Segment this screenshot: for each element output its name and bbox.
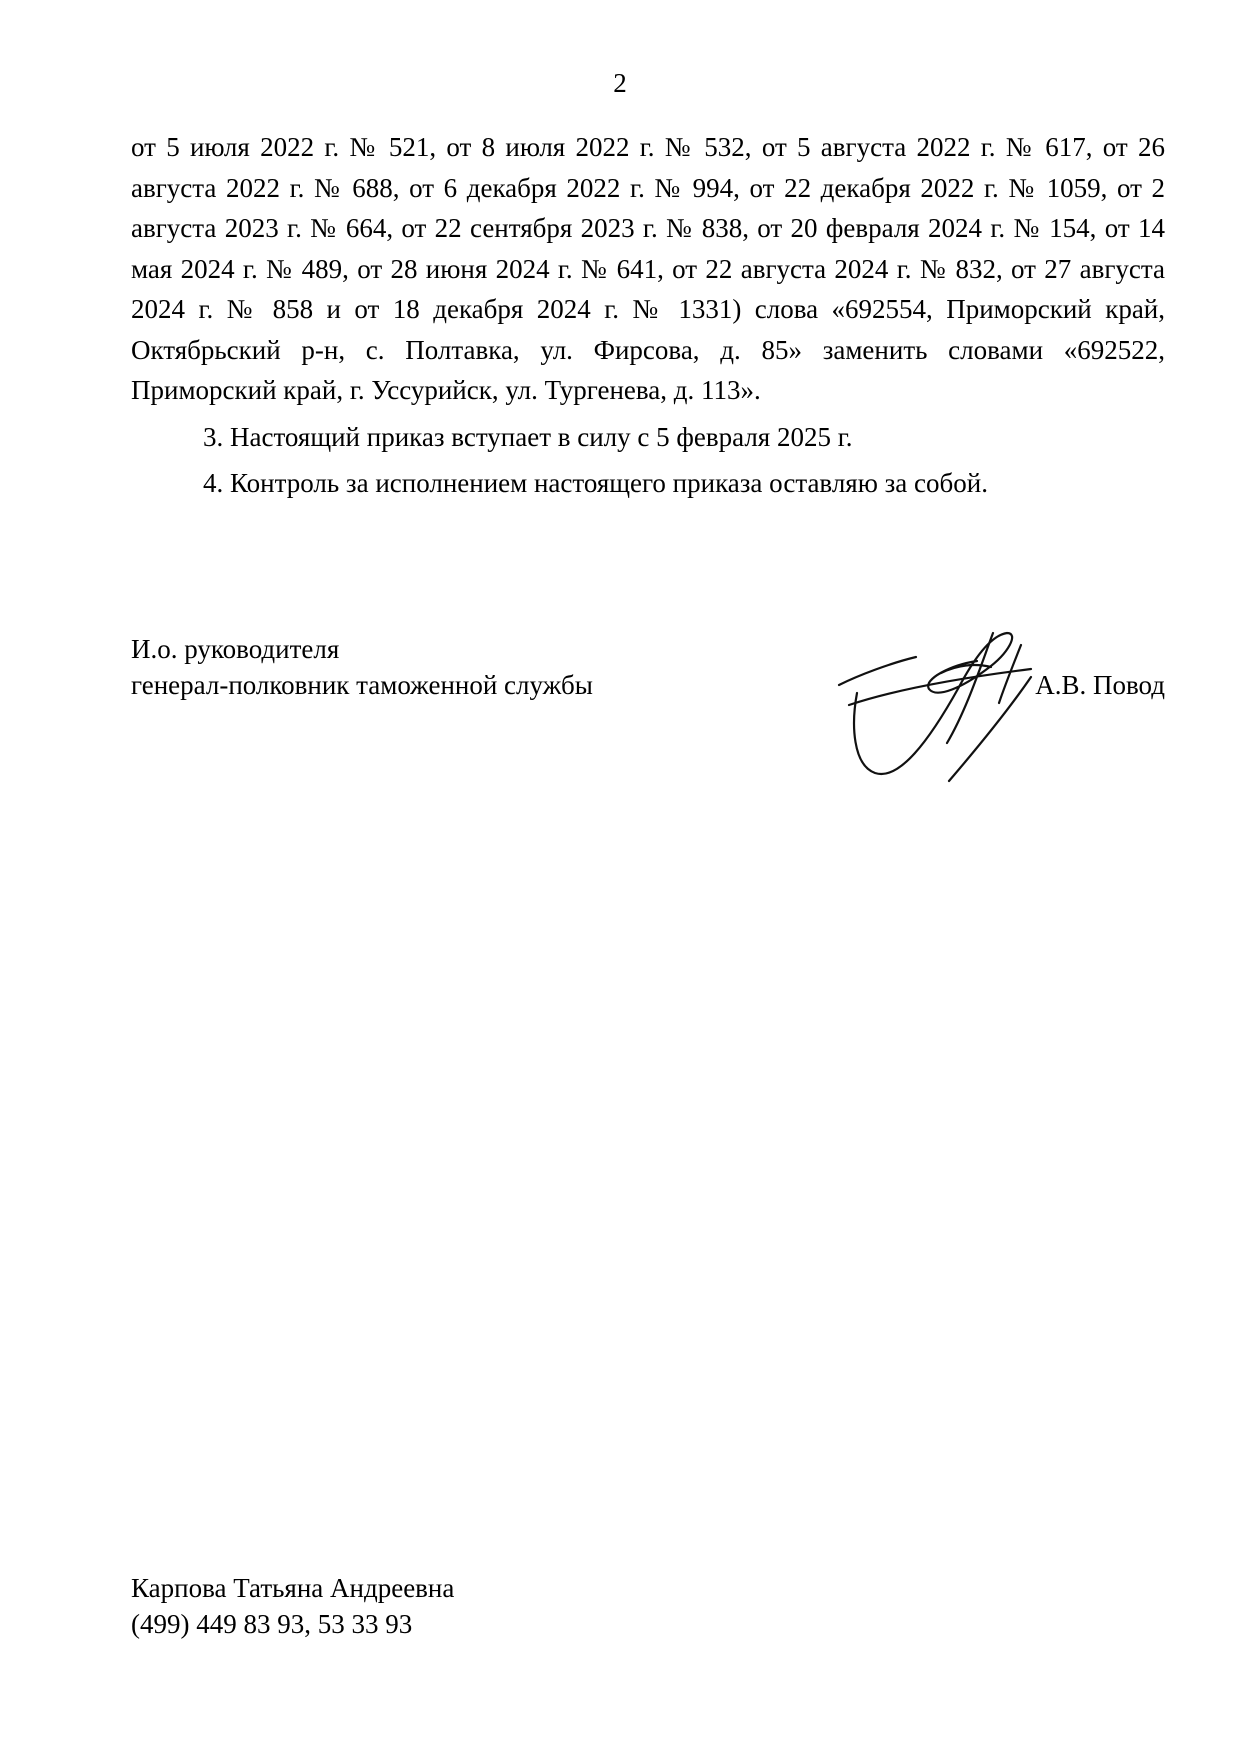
signer-position <box>131 631 593 703</box>
document-body <box>131 127 1165 504</box>
contact-phone: (499) 449 83 93, 53 33 93 <box>131 1609 413 1639</box>
body-paragraph: от 5 июля 2022 г. № 521, от 8 июля 2022 г. № 532, от 5 августа 2022 г. № 617, от 26 августа 2022 г. № 688, от 6 декабря 2022 г. № 994, от 22 декабря 2022 г. № 1059, от 2 августа 2023 г. № 664, от 22 сентября 2023 г. № 838, от 20 февраля 2024 г. № 154, от 14 мая 2024 г. № 489, от 28 июня 2024 г. № 641, от 22 августа 2024 г. № 832, от 27 августа 2024 г. № 858 и от 18 декабря 2024 г. № 1331) слова «692554, Приморский край, Октябрьский р-н, с. Полтавка, ул. Фирсова, д. 85» заменить словами «692522, Приморский край, г. Уссурийск, ул. Тургенева, д. 113». <box>131 132 1165 405</box>
page-number: 2 <box>613 68 627 98</box>
body-item-4: 4. Контроль за исполнением настоящего приказа оставляю за собой. <box>203 468 988 498</box>
signer-position-line-2: генерал-полковник таможенной службы <box>131 670 593 700</box>
contact-name: Карпова Татьяна Андреевна <box>131 1573 455 1603</box>
signature-block <box>131 631 1165 781</box>
body-item-3: 3. Настоящий приказ вступает в силу с 5 февраля 2025 г. <box>203 421 853 452</box>
signer-name: А.В. Повод <box>1035 670 1165 700</box>
contact-block <box>131 1570 454 1642</box>
handwritten-signature <box>781 625 1141 785</box>
signer-position-line-1: И.о. руководителя <box>131 634 340 664</box>
